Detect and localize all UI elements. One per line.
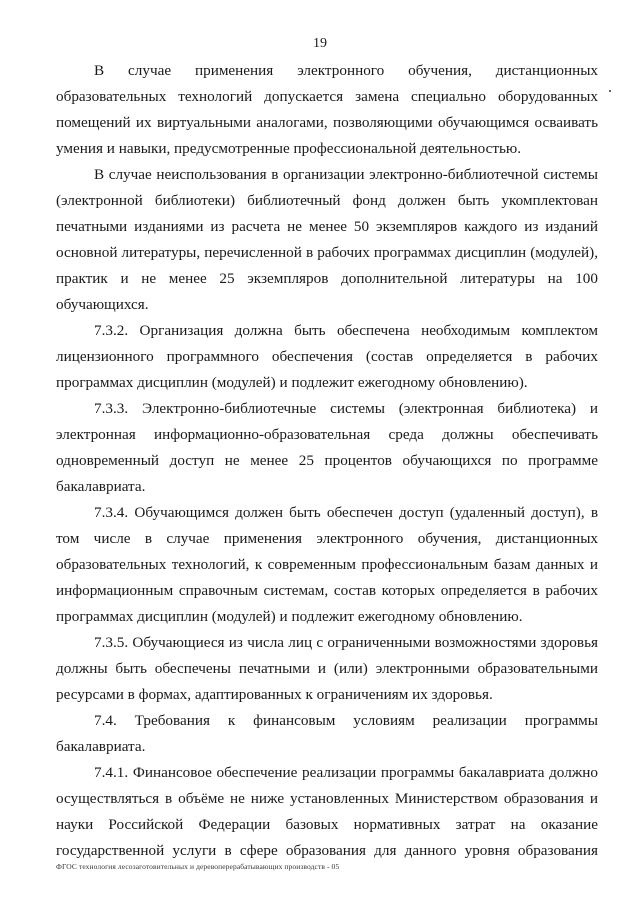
paragraph-7-3-3: 7.3.3. Электронно-библиотечные системы (электронная библиотека) и электронная информационно-образовательная среда должны обеспечивать одновременный доступ не менее 25 процентов обучающихся по программе бакалавриата. [56,400,598,495]
scan-speck [609,90,611,92]
paragraph-7-4-1: 7.4.1. Финансовое обеспечение реализации программы бакалавриата должно осуществляться в объёме не ниже установленных Министерством образования и науки Российской Федерации базовых нормативных затрат на оказание государственной услуги в сфере образования для данного уровня образования [56,764,598,859]
page-number: 19 [313,36,327,51]
paragraph-7-4: 7.4. Требования к финансовым условиям реализации программы бакалавриата. [56,712,598,755]
document-body [56,58,598,864]
paragraph-7-3-4: 7.3.4. Обучающимся должен быть обеспечен доступ (удаленный доступ), в том числе в случае применения электронного обучения, дистанционных образовательных технологий, к современным профессиональным базам данных и информационным справочным системам, состав которых определяется в рабочих программах дисциплин (модулей) и подлежит ежегодному обновлению. [56,504,598,625]
paragraph-elearning: В случае применения электронного обучения, дистанционных образовательных технологий допускается замена специально оборудованных помещений их виртуальными аналогами, позволяющими обучающимся осваивать умения и навыки, предусмотренные профессиональной деятельностью. [56,62,598,157]
page-footer: ФГОС технология лесозаготовительных и деревоперерабатывающих производств - 05 [56,862,340,871]
paragraph-7-3-2: 7.3.2. Организация должна быть обеспечена необходимым комплектом лицензионного программного обеспечения (состав определяется в рабочих программах дисциплин (модулей) и подлежит ежегодному обновлению). [56,322,598,391]
paragraph-7-3-5: 7.3.5. Обучающиеся из числа лиц с ограниченными возможностями здоровья должны быть обеспечены печатными и (или) электронными образовательными ресурсами в формах, адаптированных к ограничениям их здоровья. [56,634,598,703]
paragraph-library-fund: В случае неиспользования в организации электронно-библиотечной системы (электронной библиотеки) библиотечный фонд должен быть укомплектован печатными изданиями из расчета не менее 50 экземпляров каждого из изданий основной литературы, перечисленной в рабочих программах дисциплин (модулей), практик и не менее 25 экземпляров дополнительной литературы на 100 обучающихся. [56,166,598,313]
